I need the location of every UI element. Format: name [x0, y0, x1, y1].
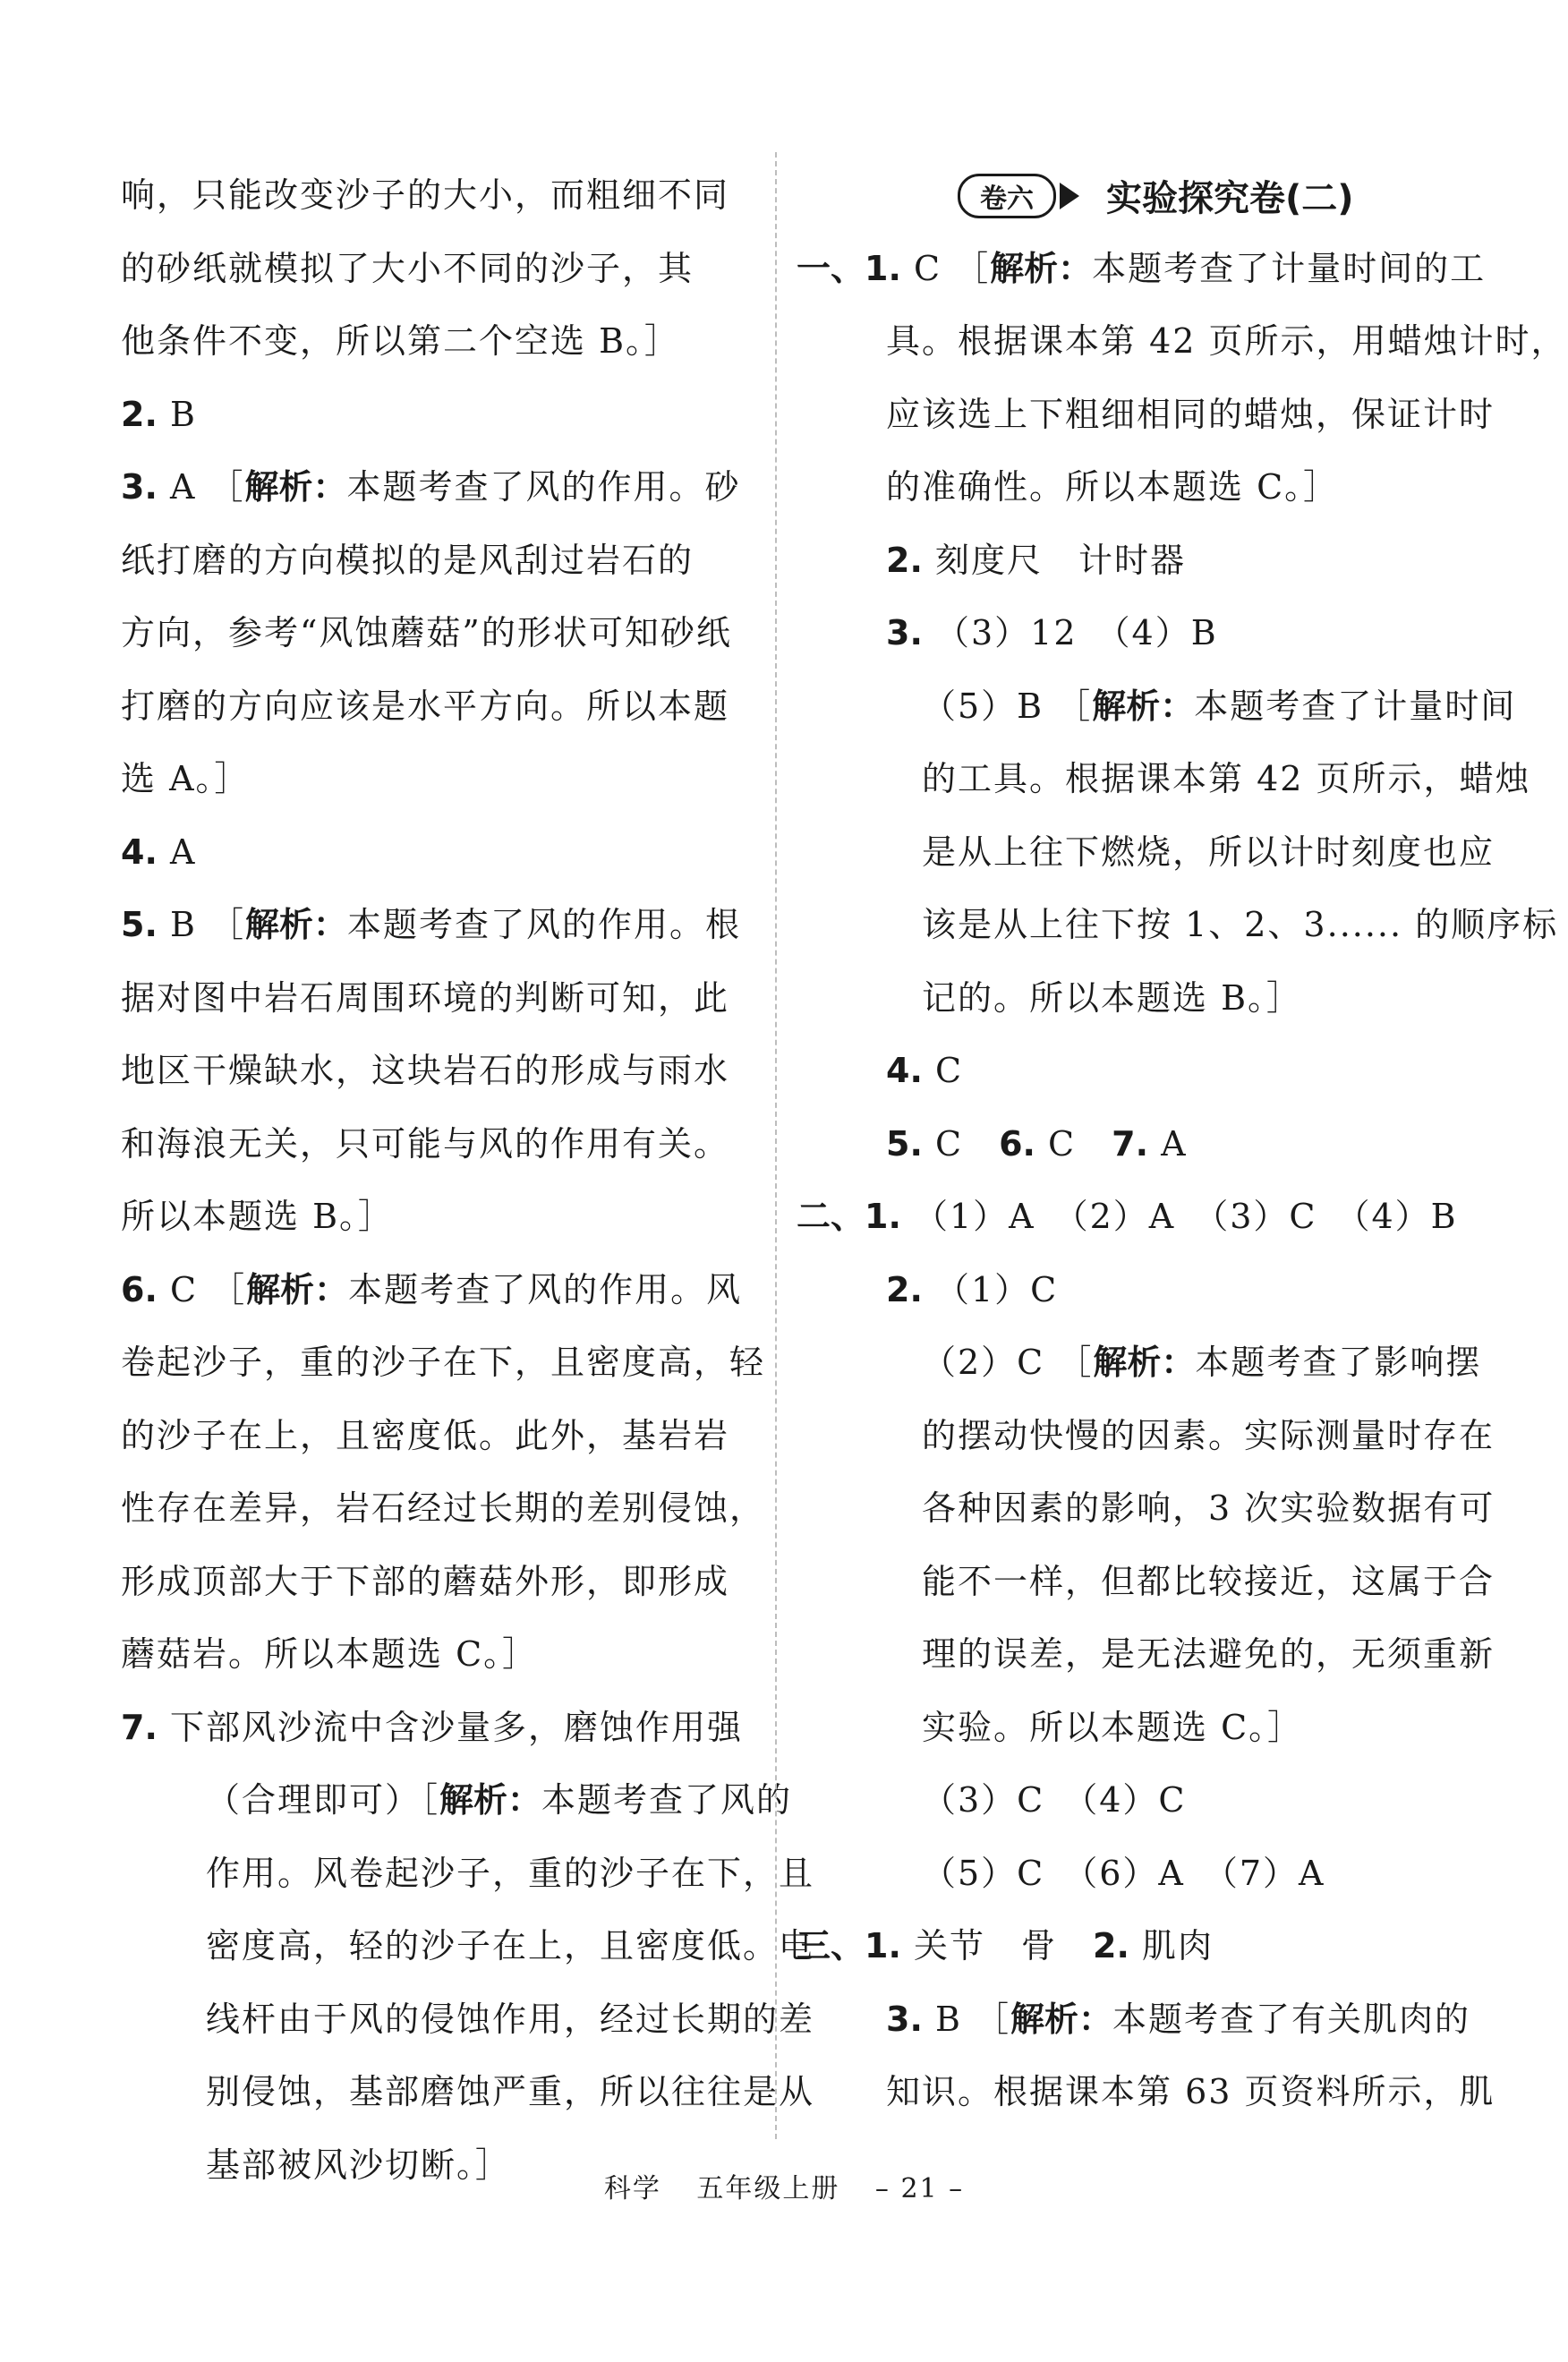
question-number: 1. — [865, 1926, 901, 1965]
body-text: （2）C ［ — [922, 1343, 1094, 1382]
body-text: 知识。根据课本第 63 页资料所示，肌 — [886, 2072, 1496, 2111]
body-text: 理的误差，是无法避免的，无须重新 — [922, 1634, 1496, 1674]
text-line — [121, 159, 747, 233]
section-heading — [805, 159, 1513, 233]
text-line — [121, 2056, 815, 2129]
analysis-label: 解析： — [990, 248, 1093, 288]
text-line — [805, 1838, 1513, 1911]
question-number: 2. — [1093, 1926, 1129, 1965]
answer-text: 肌肉 — [1142, 1926, 1214, 1965]
answer-line — [121, 1692, 747, 1765]
section-number: 一、 — [797, 248, 865, 288]
answer-text: B — [169, 394, 197, 434]
answer-text: A — [1161, 1123, 1188, 1164]
body-text: 他条件不变，所以第二个空选 B。］ — [121, 321, 681, 361]
answer-line — [797, 1910, 1513, 1983]
text-line — [121, 1472, 766, 1546]
analysis-label: 解析： — [1010, 1999, 1113, 2039]
body-text: 密度高，轻的沙子在上，且密度低。电 — [206, 1926, 815, 1965]
analysis-text: 本题考查了计量时间 — [1194, 686, 1517, 726]
right-column — [797, 159, 1567, 2129]
body-text: 纸打磨的方向模拟的是风刮过岩石的 — [121, 540, 695, 580]
text-line — [805, 305, 1567, 379]
body-text: 和海浪无关，只可能与风的作用有关。 — [121, 1123, 730, 1164]
question-number: 1. — [865, 248, 901, 288]
analysis-text: 本题考查了计量时间的工 — [1092, 248, 1487, 288]
question-number: 3. — [886, 613, 923, 652]
answer-line — [121, 379, 747, 452]
body-text: 的准确性。所以本题选 C。］ — [886, 467, 1340, 507]
answer-text: 下部风沙流中含沙量多，磨蚀作用强 — [169, 1707, 743, 1747]
footer-grade: 五年级上册 — [696, 2173, 840, 2204]
text-line — [121, 670, 747, 744]
question-number: 2. — [886, 540, 923, 580]
body-text: 的砂纸就模拟了大小不同的沙子，其 — [121, 248, 695, 288]
answer-line — [805, 1108, 1513, 1181]
answer-line — [121, 889, 747, 962]
text-line — [805, 962, 1513, 1036]
analysis-text: 本题考查了有关肌肉的 — [1112, 1999, 1471, 2039]
question-number: 4. — [121, 831, 158, 872]
analysis-label: 解析： — [1092, 686, 1195, 726]
answer-text: C ［ — [169, 1269, 247, 1309]
body-text: 线杆由于风的侵蚀作用，经过长期的差 — [206, 1999, 815, 2039]
body-text: 蘑菇岩。所以本题选 C。］ — [121, 1634, 539, 1674]
text-line — [121, 1983, 815, 2057]
answer-line — [805, 524, 1513, 598]
text-line — [805, 379, 1513, 452]
answer-line — [805, 1035, 1513, 1108]
body-text: 实验。所以本题选 C。］ — [922, 1707, 1304, 1747]
body-text: 别侵蚀，基部磨蚀严重，所以往往是从 — [206, 2072, 815, 2111]
text-line — [121, 962, 747, 1036]
body-text: 的摆动快慢的因素。实际测量时存在 — [922, 1415, 1496, 1455]
answer-text: （3）12 （4）B — [934, 613, 1218, 652]
body-text: 记的。所以本题选 B。］ — [922, 977, 1303, 1018]
body-text: 具。根据课本第 42 页所示，用蜡烛计时， — [886, 321, 1567, 361]
text-line — [121, 1400, 747, 1473]
text-line — [805, 1764, 1513, 1838]
text-line — [121, 1764, 793, 1838]
body-text: 形成顶部大于下部的蘑菇外形，即形成 — [121, 1561, 730, 1601]
text-line — [121, 233, 747, 306]
body-text: （3）C （4）C — [922, 1780, 1187, 1820]
body-text: 据对图中岩石周围环境的判断可知，此 — [121, 977, 730, 1018]
body-text: （合理即可）［ — [206, 1780, 440, 1820]
answer-line — [805, 1983, 1513, 2057]
page-footer — [0, 2166, 1568, 2205]
answer-text: C — [1048, 1123, 1112, 1164]
column-divider — [775, 152, 777, 2139]
text-line — [805, 743, 1531, 816]
text-line — [805, 451, 1513, 524]
text-line — [805, 1692, 1513, 1765]
text-line — [121, 524, 747, 598]
text-line — [805, 1618, 1513, 1692]
question-number: 3. — [886, 1999, 923, 2039]
answer-line — [121, 1254, 747, 1327]
analysis-label: 解析： — [245, 905, 348, 944]
text-line — [805, 889, 1559, 962]
answer-text: （1）C — [934, 1269, 1059, 1309]
text-line — [121, 1838, 815, 1911]
analysis-text: 本题考查了风的作用。根 — [347, 905, 742, 944]
text-line — [121, 1326, 766, 1400]
text-line — [805, 1546, 1513, 1619]
text-line — [121, 1108, 747, 1181]
body-text: 方向，参考“风蚀蘑菇”的形状可知砂纸 — [121, 613, 732, 652]
text-line — [805, 816, 1513, 890]
body-text: 响，只能改变沙子的大小，而粗细不同 — [121, 175, 730, 215]
answer-text: A ［ — [169, 467, 245, 507]
answer-text: （1）A （2）A （3）C （4）B — [914, 1197, 1458, 1236]
answer-line — [121, 451, 747, 524]
question-number: 6. — [121, 1269, 158, 1309]
body-text: 基部被风沙切断。］ — [206, 2145, 512, 2185]
text-line — [121, 1910, 815, 1983]
question-number: 7. — [121, 1707, 158, 1747]
volume-badge: 卷六 — [958, 174, 1056, 218]
analysis-label: 解析： — [439, 1780, 542, 1820]
body-text: 打磨的方向应该是水平方向。所以本题 — [121, 686, 730, 726]
answer-text: 刻度尺 计时器 — [934, 540, 1186, 580]
analysis-label: 解析： — [244, 467, 347, 507]
body-text: 所以本题选 B。］ — [121, 1197, 395, 1236]
body-text: 性存在差异，岩石经过长期的差别侵蚀， — [121, 1488, 766, 1528]
answer-text: B ［ — [934, 1999, 1010, 2039]
analysis-text: 本题考查了风的 — [541, 1780, 793, 1820]
play-arrow-icon — [1060, 183, 1079, 209]
analysis-text: 本题考查了风的作用。风 — [348, 1269, 743, 1309]
body-text: 作用。风卷起沙子，重的沙子在下，且 — [206, 1853, 815, 1893]
body-text: 卷起沙子，重的沙子在下，且密度高，轻 — [121, 1343, 766, 1382]
answer-line — [805, 1254, 1513, 1327]
text-line — [121, 743, 747, 816]
question-number: 5. — [886, 1123, 923, 1164]
text-line — [805, 1472, 1513, 1546]
answer-text: 关节 骨 — [914, 1926, 1094, 1965]
body-text: 该是从上往下按 1、2、3...... 的顺序标 — [922, 905, 1559, 944]
analysis-label: 解析： — [246, 1269, 349, 1309]
text-line — [805, 1400, 1513, 1473]
question-number: 3. — [121, 467, 158, 507]
section-number: 三、 — [797, 1926, 865, 1965]
question-number: 5. — [121, 905, 158, 944]
analysis-label: 解析： — [1093, 1343, 1196, 1382]
body-text: 的工具。根据课本第 42 页所示，蜡烛 — [922, 759, 1531, 798]
question-number: 2. — [121, 394, 158, 434]
section-title: 实验探究卷(二) — [1106, 178, 1354, 220]
body-text: （5）C （6）A （7）A — [922, 1853, 1325, 1893]
text-line — [805, 1326, 1513, 1400]
question-number: 1. — [865, 1197, 901, 1236]
question-number: 2. — [886, 1269, 923, 1309]
text-line — [121, 1618, 747, 1692]
answer-text: B ［ — [169, 905, 245, 944]
question-number: 7. — [1112, 1123, 1149, 1164]
body-text: 是从上往下燃烧，所以计时刻度也应 — [922, 831, 1496, 872]
body-text: 各种因素的影响，3 次实验数据有可 — [922, 1488, 1496, 1528]
text-line — [121, 597, 747, 670]
right-column-body — [797, 233, 1567, 2129]
text-line — [121, 1035, 747, 1108]
body-text: （5）B ［ — [922, 686, 1093, 726]
text-line — [805, 670, 1517, 744]
answer-line — [121, 816, 747, 890]
footer-subject: 科学 — [603, 2173, 661, 2204]
answer-text: A — [169, 831, 197, 872]
footer-page-number: – 21 – — [874, 2173, 965, 2204]
section-number: 二、 — [797, 1197, 865, 1236]
question-number: 4. — [886, 1051, 923, 1090]
answer-text: C ［ — [914, 248, 991, 288]
text-line — [121, 1181, 747, 1254]
body-text: 的沙子在上，且密度低。此外，基岩岩 — [121, 1415, 730, 1455]
body-text: 应该选上下粗细相同的蜡烛，保证计时 — [886, 394, 1496, 434]
answer-line — [805, 597, 1513, 670]
answer-text: C — [934, 1123, 1000, 1164]
answer-line — [797, 233, 1513, 306]
text-line — [805, 2056, 1513, 2129]
analysis-text: 本题考查了影响摆 — [1195, 1343, 1482, 1382]
analysis-text: 本题考查了风的作用。砂 — [346, 467, 741, 507]
text-line — [121, 1546, 747, 1619]
body-text: 选 A。］ — [121, 759, 251, 798]
answer-text: C — [934, 1051, 964, 1090]
answer-line — [797, 1181, 1513, 1254]
body-text: 地区干燥缺水，这块岩石的形成与雨水 — [121, 1051, 730, 1090]
body-text: 能不一样，但都比较接近，这属于合 — [922, 1561, 1496, 1601]
question-number: 6. — [999, 1123, 1035, 1164]
text-line — [121, 305, 747, 379]
